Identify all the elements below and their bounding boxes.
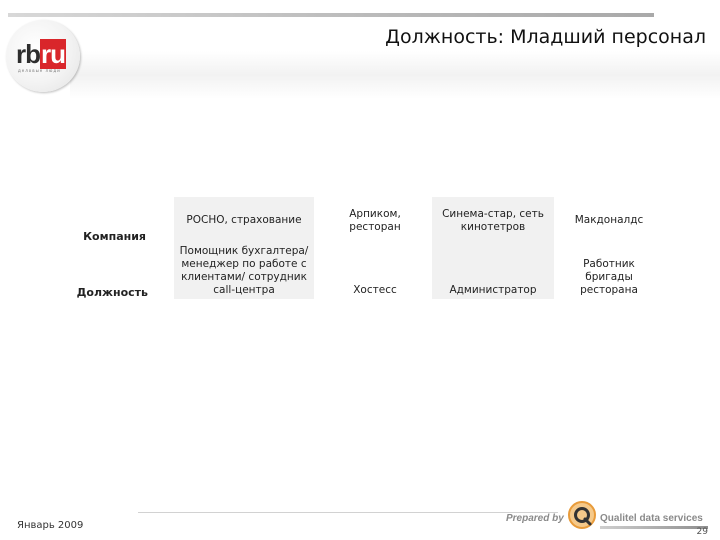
position-name: Администратор [449,284,537,296]
position-cell-arpikom [334,244,416,299]
logo-primary: rb [16,39,40,69]
company-name: РОСНО, страхование [186,214,302,226]
logo-tagline: деловые люди [18,68,61,73]
top-divider [8,13,654,17]
row-label-position: Должность [76,286,148,299]
position-cell-cinema-star [432,244,554,299]
company-name: Макдоналдс [574,214,644,226]
company-cell-cinema-star [432,197,554,244]
company-cell-rosno [174,197,314,244]
footer-date: Январь 2009 [17,520,84,531]
company-cell-arpikom [334,197,416,244]
company-name: Арпиком, ресторан [349,207,401,233]
logo-accent: ru [41,39,65,69]
position-name: Помощник бухгалтера/ менеджер по работе с клиентами/ сотрудник call-центра [179,245,309,296]
footer-divider [138,512,558,513]
company-cell-mcdonalds [556,197,662,244]
page-title: Должность: Младший персонал [385,26,706,48]
position-name: Работник бригады ресторана [580,258,638,296]
footer-accent-bar [600,526,708,529]
company-name: Синема-стар, сеть кинотетров [442,207,544,233]
rbru-logo [6,20,80,92]
page-number: 29 [696,527,708,537]
row-label-company: Компания [83,230,146,243]
prepared-by-label: Prepared by [506,513,564,524]
logo-text [16,40,66,68]
position-cell-mcdonalds [556,244,662,299]
position-cell-rosno [174,244,314,299]
position-name: Хостесс [353,284,397,296]
qualitel-logo-icon [567,500,597,530]
prepared-by-company: Qualitel data services [600,513,703,524]
